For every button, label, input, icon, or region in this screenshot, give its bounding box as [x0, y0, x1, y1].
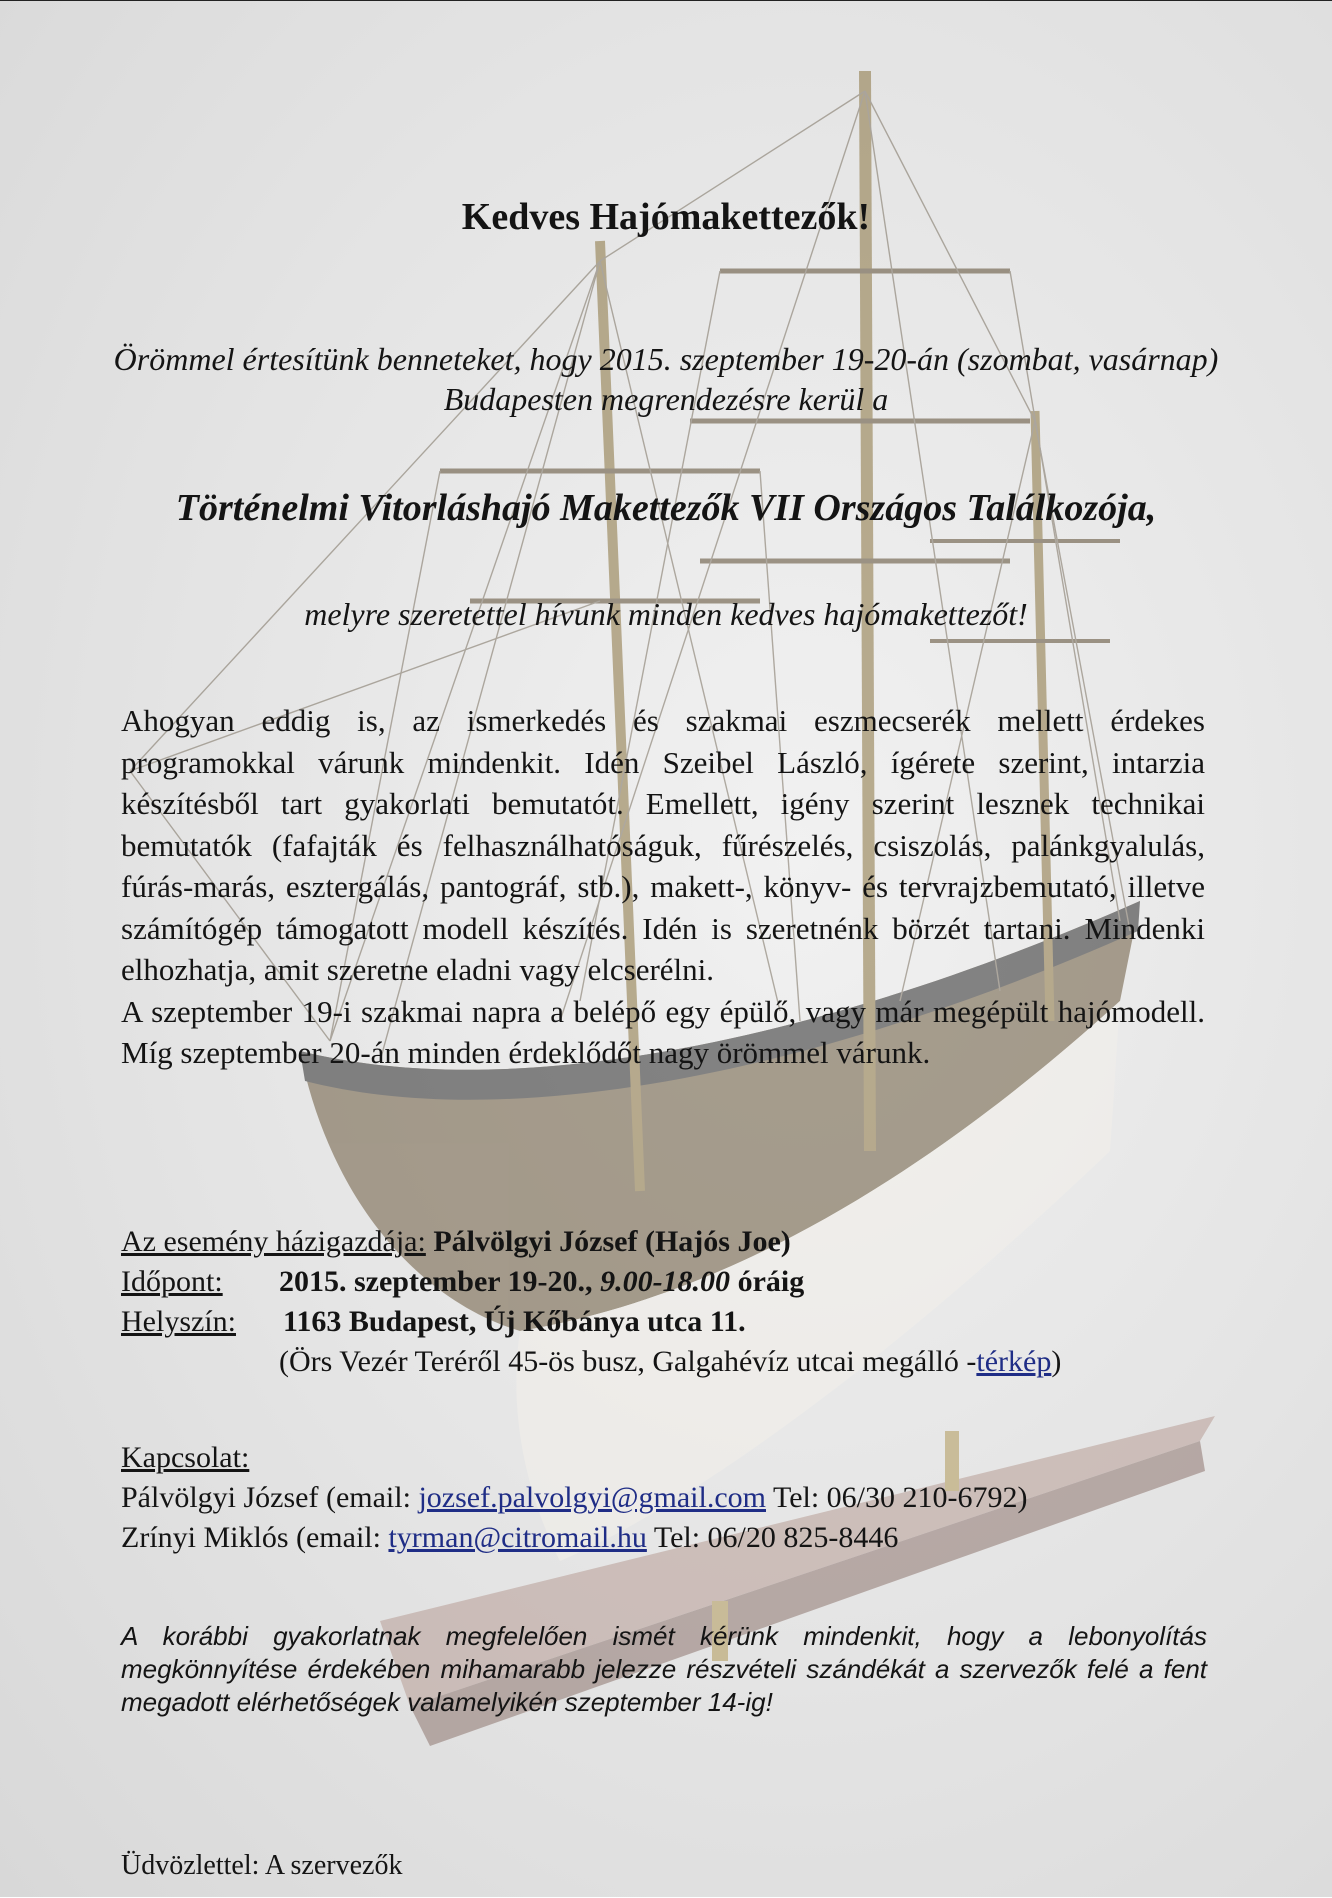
contact-prefix: Pálvölgyi József (email:: [121, 1481, 419, 1514]
time-row: [121, 1262, 1231, 1302]
place-label: Helyszín:: [121, 1305, 236, 1338]
registration-note: A korábbi gyakorlatnak megfelelően ismét kérünk mindenkit, hogy a lebonyolítás megkönnyítése érdekében mihamarabb jelezze részvételi szándékát a szervezők felé a fent megadott elérhetőségek valamelyikén szeptember 14-ig!: [121, 1621, 1207, 1717]
time-suffix: óráig: [737, 1265, 805, 1298]
intro-text: [0, 339, 1332, 419]
place-row: [121, 1302, 1231, 1342]
place-value: 1163 Budapest, Új Kőbánya utca 11.: [283, 1305, 746, 1338]
host-label: Az esemény házigazdája:: [121, 1225, 426, 1258]
contact-prefix: Zrínyi Miklós (email:: [121, 1521, 389, 1554]
page-title: Kedves Hajómakettezők!: [461, 196, 871, 238]
email-link[interactable]: tyrman@citromail.hu: [388, 1521, 647, 1554]
intro-line-2: Budapesten megrendezésre kerül a: [443, 381, 889, 417]
time-date: 2015. szeptember 19-20.,: [279, 1265, 593, 1298]
host-row: [121, 1222, 1231, 1262]
body-paragraph-1: Ahogyan eddig is, az ismerkedés és szakmai eszmecserék mellett érdekes programokkal várunk mindenkit. Idén Szeibel László, ígérete szerint, intarzia készítésből tart gyakorlati bemutatót. Emellett, igény szerint lesznek technikai bemutatók (fafajták és felhasználhatóságuk, fűrészelés, csiszolás, palánkgyalulás, fúrás-marás, esztergálás, pantográf, stb.), makett-, könyv- és tervrajzbemutató, illetve számítógép támogatott modell készítés. Idén is szeretnénk börzét tartani. Mindenki elhozhatja, amit szeretne eladni vagy elcserélni.: [121, 703, 1205, 987]
contact-suffix: Tel: 06/30 210-6792): [766, 1481, 1028, 1514]
contact-row: [121, 1478, 1231, 1518]
event-name: Történelmi Vitorláshajó Makettezők VII Országos Találkozója,: [175, 487, 1157, 529]
transport-row: [121, 1342, 1231, 1382]
document-content: [0, 1, 1332, 1898]
time-hours: 9.00-18.00: [600, 1265, 731, 1298]
contact-suffix: Tel: 06/20 825-8446: [646, 1521, 899, 1554]
host-value: Pálvölgyi József (Hajós Joe): [433, 1225, 791, 1258]
intro-line-1: Örömmel értesítünk benneteket, hogy 2015. szeptember 19-20-án (szombat, vasárnap): [113, 341, 1219, 377]
map-link[interactable]: térkép: [976, 1345, 1052, 1378]
body-paragraph-2: A szeptember 19-i szakmai napra a belépő egy épülő, vagy már megépült hajómodell. Míg szeptember 20-án minden érdeklődőt nagy örömmel várunk.: [121, 993, 1205, 1070]
body-text: [121, 700, 1205, 1074]
email-link[interactable]: jozsef.palvolgyi@gmail.com: [418, 1481, 766, 1514]
contact-label: Kapcsolat:: [121, 1441, 250, 1474]
event-details: [121, 1222, 1231, 1382]
transport-suffix: ): [1051, 1345, 1062, 1378]
invite-text: melyre szeretettel hívunk minden kedves hajómakettezőt!: [304, 596, 1028, 632]
contact-section: [121, 1438, 1231, 1558]
transport-prefix: (Örs Vezér Teréről 45-ös busz, Galgahévíz utcai megálló -: [279, 1345, 977, 1378]
contact-row: [121, 1518, 1231, 1558]
time-label: Időpont:: [121, 1265, 223, 1298]
closing-signature: Üdvözlettel: A szervezők: [121, 1850, 403, 1881]
contact-label-row: [121, 1438, 1231, 1478]
